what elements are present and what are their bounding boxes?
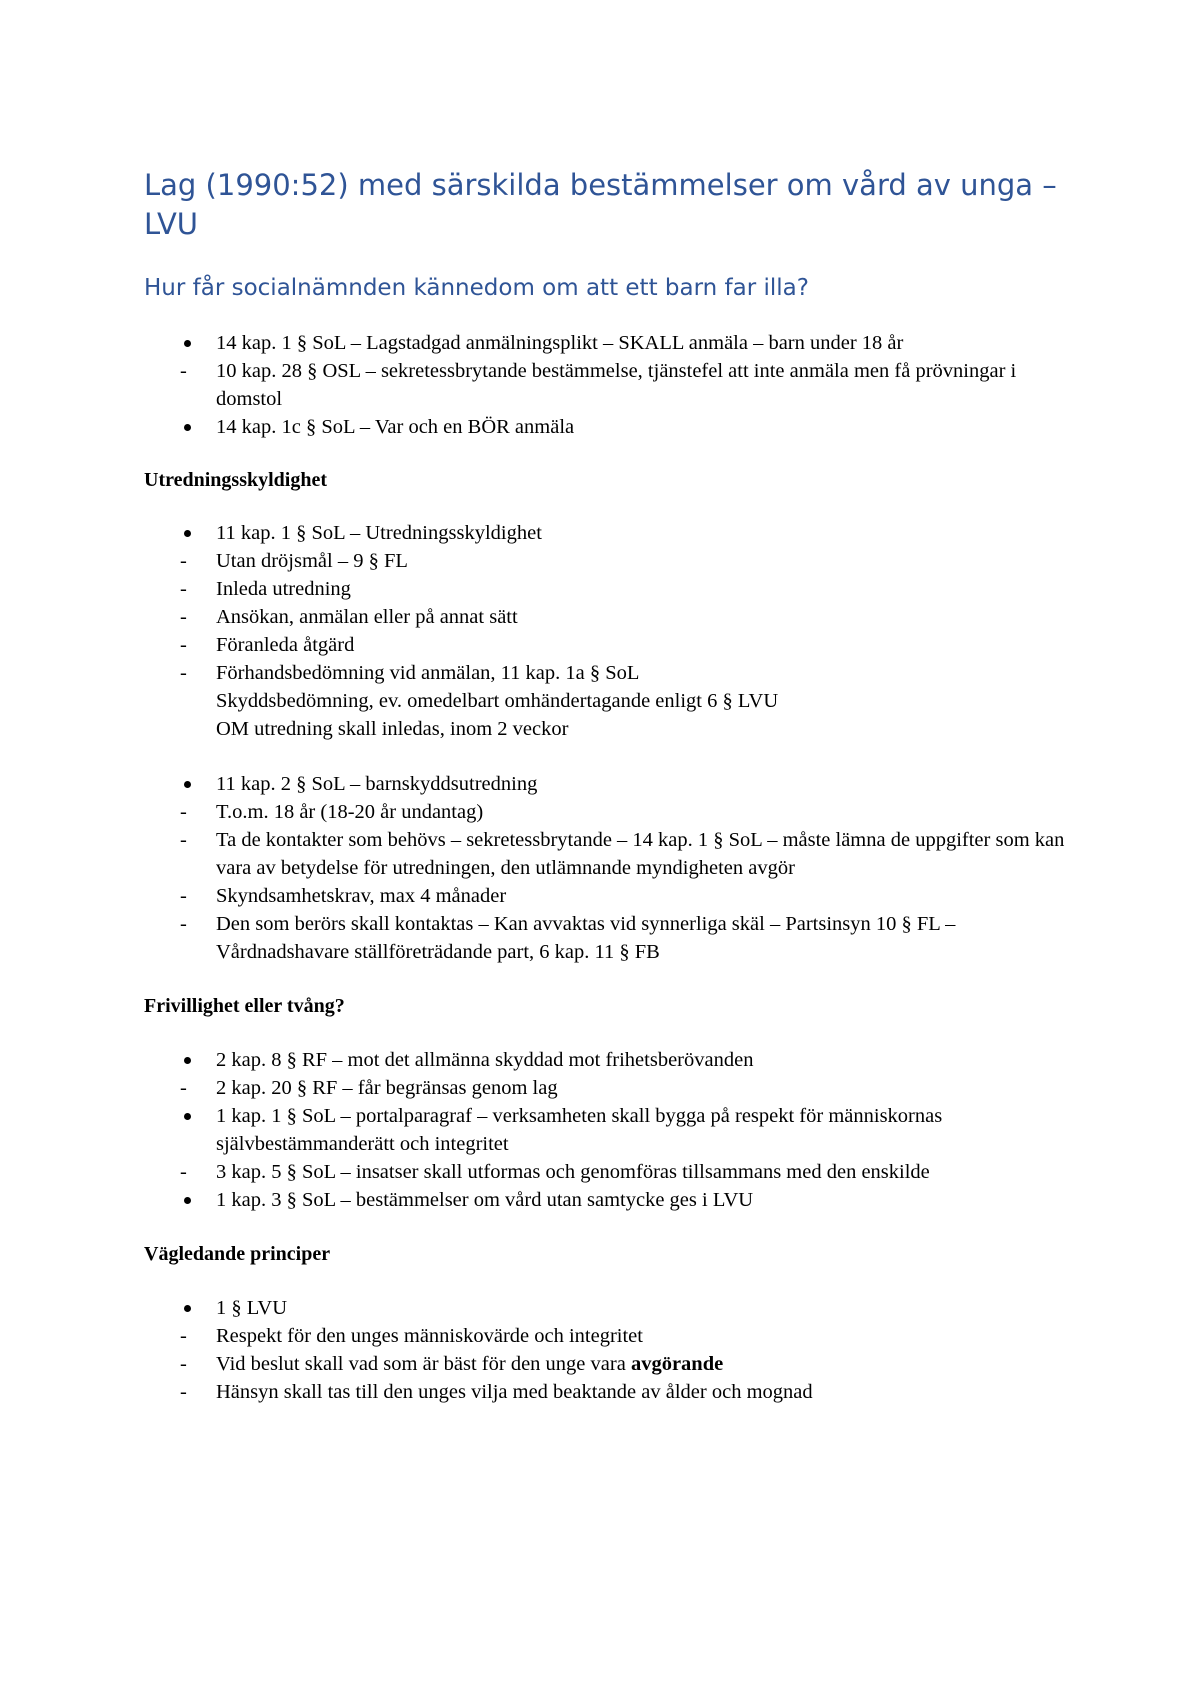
sub-list-item <box>180 1378 1074 1406</box>
sub-list-item-text: 10 kap. 28 § OSL – sekretessbrytande bestämmelse, tjänstefel att inte anmäla men få prövningar i domstol <box>216 360 1017 410</box>
sub-list-item-continuation: Skyddsbedömning, ev. omedelbart omhändertagande enligt 6 § LVU <box>216 690 779 712</box>
list-item <box>144 1294 1074 1406</box>
sub-list-item-text: 3 kap. 5 § SoL – insatser skall utformas och genomföras tillsammans med den enskilde <box>216 1161 930 1183</box>
barnskydd-list <box>144 770 1074 966</box>
dash-icon: - <box>180 634 187 656</box>
sub-list-item-text: Skyndsamhetskrav, max 4 månader <box>216 885 507 907</box>
sub-list-item-continuation: OM utredning skall inledas, inom 2 veckor <box>216 718 569 740</box>
principer-list <box>144 1294 1074 1406</box>
sub-list-item <box>180 882 1074 910</box>
section-heading-frivillighet: Frivillighet eller tvång? <box>144 995 345 1017</box>
dash-icon: - <box>180 360 187 382</box>
sub-list-item <box>180 798 1074 826</box>
dash-icon: - <box>180 801 187 823</box>
section-subtitle: Hur får socialnämnden kännedom om att ett barn far illa? <box>144 275 809 301</box>
sub-list <box>180 357 1074 413</box>
sub-list-item <box>180 1322 1074 1350</box>
sub-list-item <box>180 826 1074 882</box>
sub-list-item <box>180 1350 1074 1378</box>
utredning-list <box>144 519 1074 743</box>
dash-icon: - <box>180 1325 187 1347</box>
list-item-text: 1 kap. 3 § SoL – bestämmelser om vård utan samtycke ges i LVU <box>216 1189 754 1211</box>
sub-list-item-text: Ta de kontakter som behövs – sekretessbrytande – 14 kap. 1 § SoL – måste lämna de uppgifter som kan vara av betydelse för utredningen, den utlämnande myndigheten avgör <box>216 829 1065 879</box>
dash-icon: - <box>180 606 187 628</box>
dash-icon: - <box>180 578 187 600</box>
list-item <box>144 329 1074 413</box>
bullet-icon <box>184 781 191 788</box>
sub-list-item-text: Vid beslut skall vad som är bäst för den unge vara <box>216 1353 631 1375</box>
sub-list-item-text: 2 kap. 20 § RF – får begränsas genom lag <box>216 1077 558 1099</box>
list-item <box>144 413 1074 441</box>
list-item-text: 14 kap. 1c § SoL – Var och en BÖR anmäla <box>216 416 575 438</box>
sub-list-item <box>180 357 1074 413</box>
sub-list-item-text: Utan dröjsmål – 9 § FL <box>216 550 408 572</box>
list-item <box>144 519 1074 743</box>
section-heading-principer: Vägledande principer <box>144 1243 331 1265</box>
list-item-text: 1 § LVU <box>216 1297 287 1319</box>
dash-icon: - <box>180 885 187 907</box>
dash-icon: - <box>180 550 187 572</box>
dash-icon: - <box>180 662 187 684</box>
list-item <box>144 770 1074 966</box>
dash-icon: - <box>180 829 187 851</box>
sub-list-item-text: Hänsyn skall tas till den unges vilja med beaktande av ålder och mognad <box>216 1381 813 1403</box>
list-item <box>144 1046 1074 1102</box>
sub-list-item <box>180 603 1074 631</box>
document-title: Lag (1990:52) med särskilda bestämmelser om vård av unga – LVU <box>144 168 1057 241</box>
sub-list-item <box>180 1158 1074 1186</box>
sub-list-item-text: Ansökan, anmälan eller på annat sätt <box>216 606 518 628</box>
bullet-icon <box>184 530 191 537</box>
sub-list <box>180 1158 1074 1186</box>
dash-icon: - <box>180 913 187 935</box>
sub-list-item-text: Inleda utredning <box>216 578 351 600</box>
list-item-text: 2 kap. 8 § RF – mot det allmänna skyddad mot frihetsberövanden <box>216 1049 754 1071</box>
list-item-text: 1 kap. 1 § SoL – portalparagraf – verksamheten skall bygga på respekt för människornas självbestämmanderätt och integritet <box>216 1105 943 1155</box>
sub-list <box>180 547 1074 743</box>
sub-list-item-text: Den som berörs skall kontaktas – Kan avvaktas vid synnerliga skäl – Partsinsyn 10 § FL – Vårdnadshavare ställföreträdande part, 6 kap. 11 § FB <box>216 913 956 963</box>
dash-icon: - <box>180 1161 187 1183</box>
section-heading-utredning: Utredningsskyldighet <box>144 469 328 491</box>
bullet-icon <box>184 340 191 347</box>
bullet-icon <box>184 1305 191 1312</box>
document-body <box>144 166 1074 1406</box>
sub-list-item <box>180 547 1074 575</box>
sub-list <box>180 1322 1074 1406</box>
list-item <box>144 1102 1074 1186</box>
sub-list-item <box>180 1074 1074 1102</box>
intro-list <box>144 329 1074 441</box>
emphasis-text: avgörande <box>630 1353 724 1375</box>
list-item-text: 14 kap. 1 § SoL – Lagstadgad anmälningsplikt – SKALL anmäla – barn under 18 år <box>216 332 904 354</box>
bullet-icon <box>184 1113 191 1120</box>
sub-list-item <box>180 659 1074 743</box>
sub-list-item <box>180 631 1074 659</box>
dash-icon: - <box>180 1077 187 1099</box>
sub-list-item <box>180 910 1074 966</box>
sub-list <box>180 1074 1074 1102</box>
sub-list-item-text: Respekt för den unges människovärde och integritet <box>216 1325 643 1347</box>
dash-icon: - <box>180 1353 187 1375</box>
bullet-icon <box>184 1057 191 1064</box>
bullet-icon <box>184 424 191 431</box>
bullet-icon <box>184 1197 191 1204</box>
list-item-text: 11 kap. 2 § SoL – barnskyddsutredning <box>216 773 538 795</box>
list-item <box>144 1186 1074 1214</box>
sub-list-item-text: Förhandsbedömning vid anmälan, 11 kap. 1a § SoL <box>216 662 640 684</box>
frivillighet-list <box>144 1046 1074 1214</box>
list-item-text: 11 kap. 1 § SoL – Utredningsskyldighet <box>216 522 542 544</box>
sub-list-item-text: T.o.m. 18 år (18-20 år undantag) <box>216 801 484 823</box>
sub-list <box>180 798 1074 966</box>
sub-list-item-text: Föranleda åtgärd <box>216 634 355 656</box>
sub-list-item <box>180 575 1074 603</box>
dash-icon: - <box>180 1381 187 1403</box>
